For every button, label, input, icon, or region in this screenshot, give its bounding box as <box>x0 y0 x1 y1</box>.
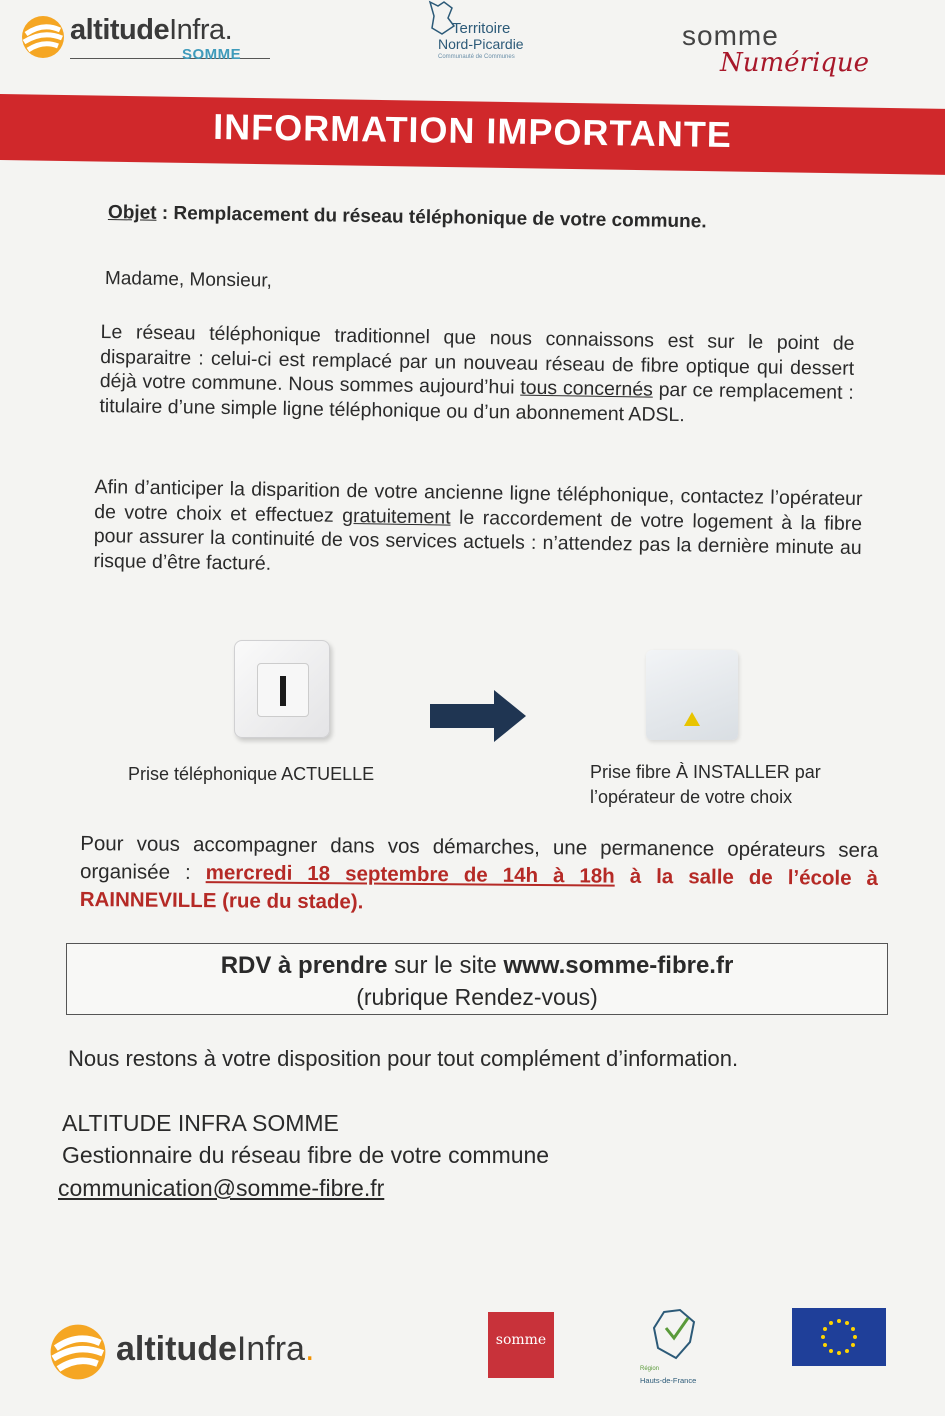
somme-numerique-logo: somme Numérique <box>682 20 870 78</box>
eu-stars-icon <box>792 1308 886 1366</box>
warning-icon <box>684 712 700 726</box>
region-map-icon <box>650 1308 700 1362</box>
paragraph-contact-operator: Afin d’anticiper la disparition de votre ancienne ligne téléphonique, contactez l’opérateur de votre choix et effectuez gratuitement le raccordement de votre logement à la fibre pour assurer la continuité de vos services actuels : n’attendez pas la dernière minute au risque d’être facturé. <box>93 476 863 575</box>
subject-line: Objet : Remplacement du réseau téléphonique de votre commune. <box>107 202 707 233</box>
closing-sentence: Nous restons à votre disposition pour tout complément d’information. <box>68 1046 739 1071</box>
territoire-nord-picardie-logo: Territoire Nord-Picardie Communauté de Communes <box>418 0 548 74</box>
footer-somme-logo: somme <box>488 1312 554 1378</box>
fibre-socket-image <box>646 650 738 740</box>
greeting: Madame, Monsieur, <box>104 268 273 292</box>
caption-current-socket: Prise téléphonique ACTUELLE <box>128 764 375 784</box>
brand-text: altitudeInfra. <box>70 14 233 46</box>
paragraph-network-replacement: Le réseau téléphonique traditionnel que nous connaissons est sur le point de disparaitre : celui-ci est remplacé par un nouveau réseau de fibre optique qui dessert déjà votre commune. Nous sommes aujourd’hui tous concernés par ce remplacement : titulaire d’une simple ligne téléphonique ou d’un abonnement ADSL. <box>99 321 855 426</box>
email-link[interactable]: communication@somme-fibre.fr <box>58 1175 385 1201</box>
brand-sub: SOMME <box>182 46 242 63</box>
eu-flag-logo <box>792 1308 886 1366</box>
altitude-swirl-icon <box>20 14 66 60</box>
signature-role: Gestionnaire du réseau fibre de votre commune <box>62 1142 550 1168</box>
paragraph-permanence: Pour vous accompagner dans vos démarches, une permanence opérateurs sera organisée : mercredi 18 septembre de 14h à 18h à la salle de l’école à RAINNEVILLE (rue du stade). <box>79 832 879 914</box>
footer-region-logo: Région Hauts-de-France <box>636 1308 726 1388</box>
banner-title: INFORMATION IMPORTANTE <box>212 105 733 156</box>
phone-socket-image <box>234 640 330 738</box>
appointment-box: RDV à prendre sur le site www.somme-fibre.fr (rubrique Rendez-vous) <box>66 943 888 1015</box>
signature-name: ALTITUDE INFRA SOMME <box>62 1110 339 1136</box>
altitude-infra-logo <box>20 8 280 64</box>
arrow-right-icon <box>430 690 526 742</box>
caption-fibre-socket: Prise fibre À INSTALLER par l’opérateur de votre choix <box>590 762 821 807</box>
footer-altitude-logo: altitudeInfra. <box>48 1318 388 1388</box>
altitude-swirl-icon <box>48 1322 108 1382</box>
website-link[interactable]: www.somme-fibre.fr <box>503 952 734 979</box>
